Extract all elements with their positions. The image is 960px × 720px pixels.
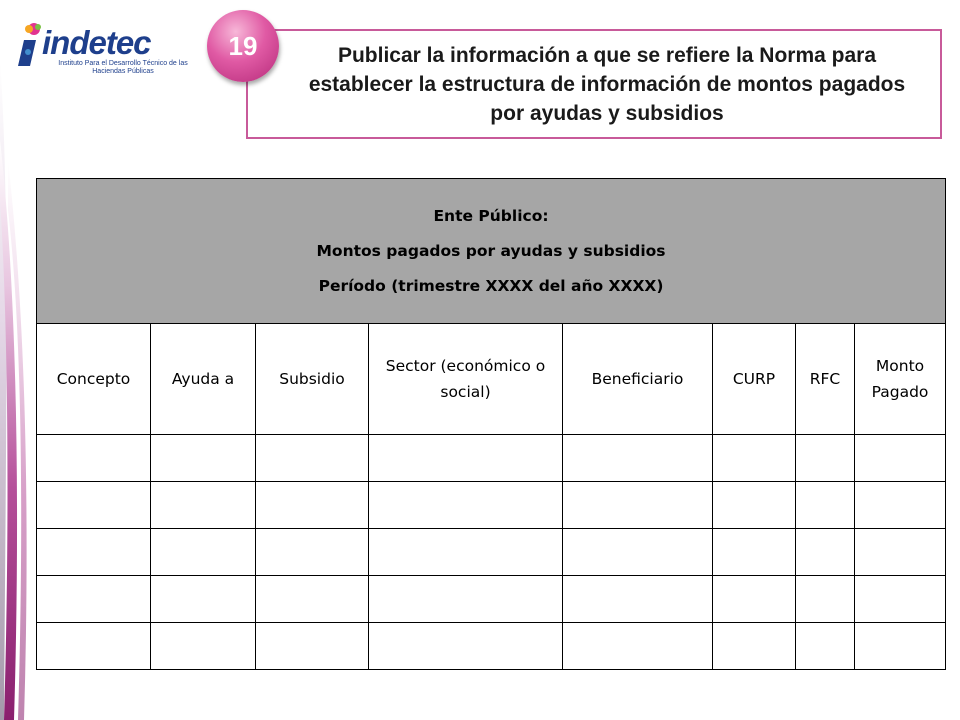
table-cell	[855, 623, 946, 670]
table-cell	[563, 482, 713, 529]
col-beneficiario: Beneficiario	[563, 324, 713, 435]
table-cell	[796, 435, 855, 482]
table-cell	[563, 435, 713, 482]
table-cell	[37, 623, 151, 670]
col-curp: CURP	[713, 324, 796, 435]
table-body	[37, 435, 946, 670]
table-cell	[713, 623, 796, 670]
table-cell	[37, 576, 151, 623]
table-cell	[855, 529, 946, 576]
table-row	[37, 576, 946, 623]
table-cell	[256, 482, 369, 529]
table-cell	[256, 435, 369, 482]
table-cell	[796, 576, 855, 623]
table-cell	[796, 529, 855, 576]
col-concepto: Concepto	[37, 324, 151, 435]
table-cell	[37, 529, 151, 576]
logo-subtitle: Instituto Para el Desarrollo Técnico de las Haciendas Públicas	[58, 60, 188, 75]
table-row	[37, 482, 946, 529]
table-cell	[37, 482, 151, 529]
table-cell	[713, 482, 796, 529]
col-rfc: RFC	[796, 324, 855, 435]
table-row	[37, 529, 946, 576]
indetec-logo	[8, 10, 188, 75]
table-row	[37, 623, 946, 670]
heading-report-title: Montos pagados por ayudas y subsidios	[316, 242, 666, 260]
table-cell	[796, 482, 855, 529]
table-cell	[563, 576, 713, 623]
table-cell	[713, 529, 796, 576]
table-cell	[256, 623, 369, 670]
table-cell	[369, 576, 563, 623]
col-ayuda-a: Ayuda a	[151, 324, 256, 435]
logo-wordmark: indetec	[42, 24, 151, 61]
table-cell	[256, 576, 369, 623]
table-cell	[855, 435, 946, 482]
page-title: Publicar la información a que se refiere la Norma para establecer la estructura de información de montos pagados por ayudas y subsidios	[308, 43, 906, 125]
table-cell	[151, 435, 256, 482]
heading-period: Período (trimestre XXXX del año XXXX)	[318, 277, 664, 295]
title-box	[246, 29, 942, 139]
table-cell	[369, 482, 563, 529]
table-heading	[37, 179, 946, 324]
report-table	[36, 178, 946, 670]
table-cell	[796, 623, 855, 670]
table-cell	[151, 482, 256, 529]
col-subsidio: Subsidio	[256, 324, 369, 435]
table-cell	[713, 576, 796, 623]
heading-ente-publico: Ente Público:	[433, 207, 549, 225]
number-badge: 19	[207, 10, 279, 82]
table-cell	[855, 482, 946, 529]
table-cell	[563, 623, 713, 670]
table-cell	[563, 529, 713, 576]
table-cell	[369, 623, 563, 670]
table-cell	[151, 576, 256, 623]
table-cell	[855, 576, 946, 623]
table-cell	[151, 529, 256, 576]
table-cell	[256, 529, 369, 576]
table-row	[37, 435, 946, 482]
col-monto-pagado: Monto Pagado	[855, 324, 946, 435]
table-cell	[37, 435, 151, 482]
col-sector: Sector (económico o social)	[369, 324, 563, 435]
table-cell	[369, 529, 563, 576]
table-cell	[151, 623, 256, 670]
table-cell	[369, 435, 563, 482]
table-cell	[713, 435, 796, 482]
